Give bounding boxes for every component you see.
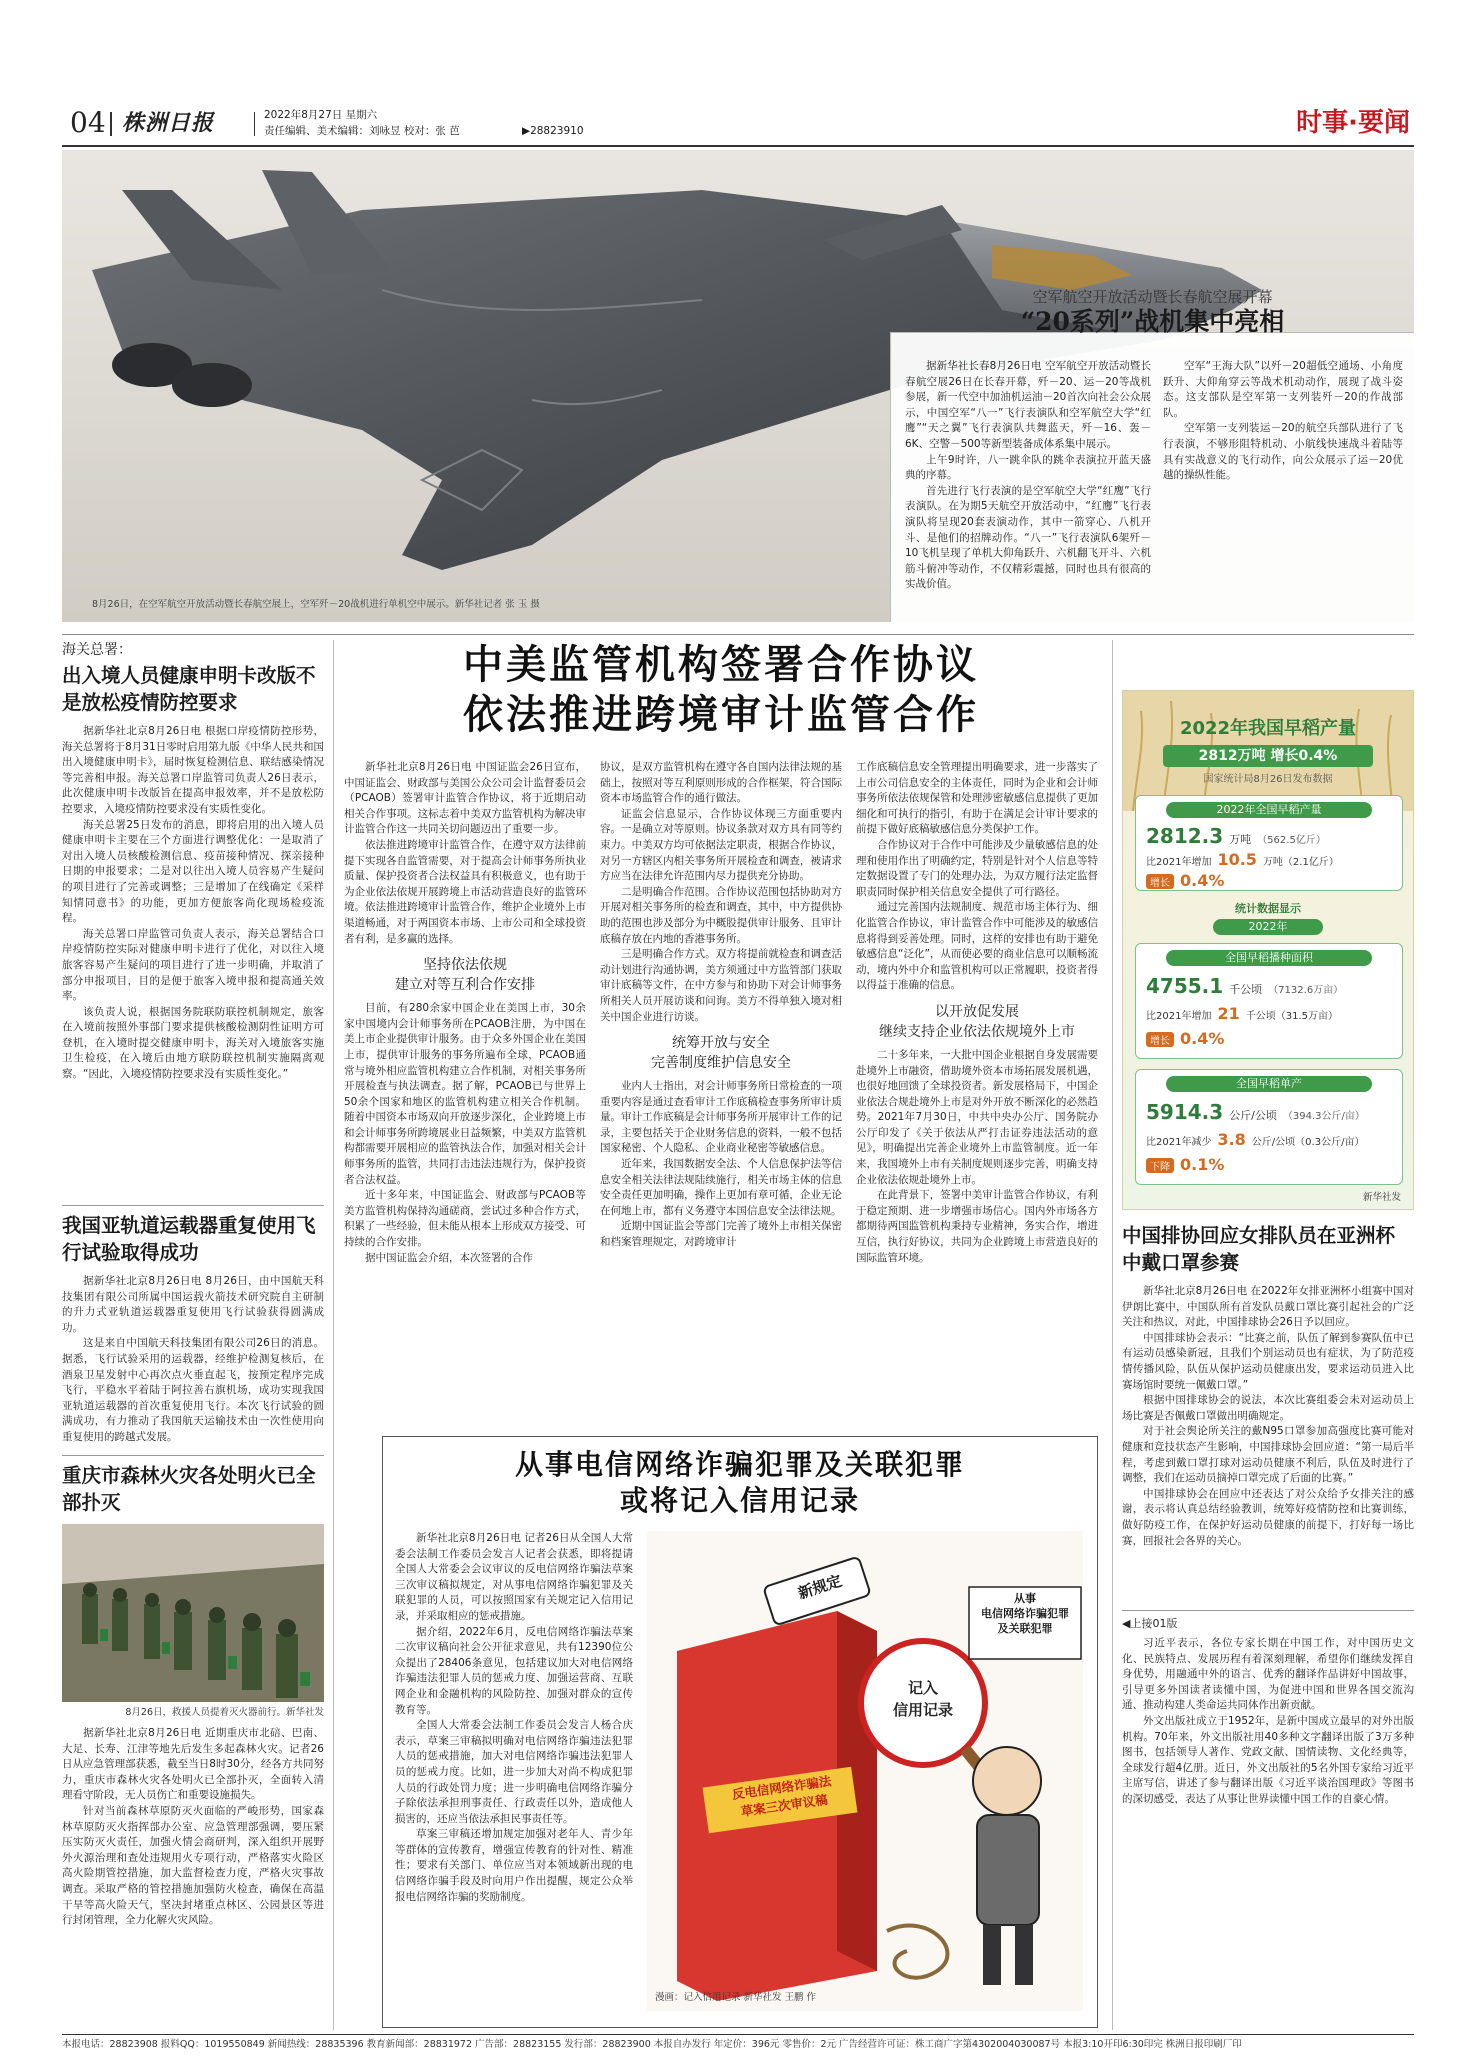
- audit-col-2: [600, 760, 842, 1420]
- illus-caption: 漫画：记入信用记录 新华社发 王鹏 作: [655, 1992, 817, 2003]
- audit-paragraph: 证监会信息显示，合作协议体现三方面重要内容。一是确立对等原则。协议条款对双方具有同等约束力。中美双方均可依据法定职责，根据合作协议，对另一方辖区内相关事务所开展检查和调查，被请求方应当在法律允许范围内尽力提供充分协助。: [600, 807, 842, 883]
- col-divider-left: [333, 640, 334, 2030]
- illus-stamp-text: 记入 信用记录: [892, 1679, 953, 1719]
- volley-paragraph: 中国排球协会在回应中还表达了对公众给予女排关注的感谢，表示将认真总结经验教训，统筹好疫情防控和比赛训练，做好防疫工作，在保护好运动员健康的前提下，打好每一场比赛，回报社会各界的关心。: [1122, 1487, 1414, 1547]
- grain-panel-title: 全国早稻播种面积: [1166, 950, 1372, 966]
- phone-number: ▶28823910: [522, 125, 584, 137]
- left-rule-2: [62, 1455, 324, 1456]
- jump-paragraph: 习近平表示，各位专家长期在中国工作，对中国历史文化、民族特点、发展历程有着深刻理解，希望你们继续发挥自身优势，用融通中外的语言、优秀的翻译作品讲好中国故事，引导更多外国读者读懂中国，为促进中国和世界各国交流沟通、推动构建人类命运共同体作出新贡献。: [1122, 1637, 1414, 1712]
- section-rule: [62, 634, 1414, 635]
- audit-paragraph: 二十多年来，一大批中国企业根据自身发展需要赴境外上市融资，借助境外资本市场拓展发展机遇，也很好地回馈了全球投资者。新发展格局下，中国企业依法合规赴境外上市是对外开放不断深化的必然趋势。2021年7月30日，中共中央办公厅、国务院办公厅印发了《关于依法从严打击证券违法活动的意见》，明确提出完善企业境外上市监管制度。近一年来，我国境外上市有关制度规则逐步完善，明确支持企业依法依规赴境外上市。: [856, 1048, 1098, 1186]
- masthead: [62, 106, 1414, 142]
- grain-panel-2: [1135, 943, 1403, 1059]
- section-sub: 要闻: [1357, 108, 1410, 138]
- rail-paragraph: 据新华社北京8月26日电 8月26日，由中国航天科技集团有限公司所属中国运载火箭技术研究院自主研制的升力式亚轨道运载器重复使用飞行试验获得圆满成功。: [62, 1275, 324, 1334]
- grain-divider-year: 2022年: [1213, 919, 1323, 935]
- grain-compare-value: 21: [1217, 1004, 1240, 1023]
- footer-info: 本报电话：28823908 报料QQ：1019550849 新闻热线：28835396 教育新闻部：28831972 广告部：28823155 发行部：28823900 本报自办发行 年定价：396元 零售价：2元 广告经营许可证：株工商广字第4302004030087号 本报3:10开印6:30印完 株洲日报印刷厂印: [62, 2039, 1242, 2050]
- audit-paragraph: 据中国证监会介绍，本次签署的合作: [365, 1251, 533, 1264]
- audit-col-1: [344, 760, 586, 1420]
- volley-paragraph: 对于社会舆论所关注的戴N95口罩参加高强度比赛可能对健康和竞技状态产生影响，中国排球协会回应道：“第一局后半程，考虑到戴口罩打球对运动员健康不利后，队伍及时进行了调整，我们在运动员摘掉口罩完成了后面的比赛。”: [1122, 1425, 1414, 1485]
- grain-source: 国家统计局8月26日发布数据: [1203, 774, 1333, 785]
- audit-paragraph: 通过完善国内法规制度、规范市场主体行为、细化监管合作协议，审计监管合作中可能涉及的敏感信息将得到妥善处理。同时，这样的安排也有助于避免敏感信息“泛化”，从而使必要的商业信息可以顺畅流动，境内外中介和监管机构可以正常履职，投资者得以得益于准确的信息。: [856, 901, 1098, 992]
- health-body: [62, 724, 324, 1194]
- audit-paragraph: 在此背景下，签署中美审计监管合作协议，有利于稳定预期、进一步增强市场信心。国内外市场各方都期待两国监管机构秉持专业精神，务实合作，增进互信，执行好协议，共同为企业跨境上市营造良好的国际监管环境。: [856, 1189, 1098, 1264]
- rail-body: [62, 1274, 324, 1448]
- grain-value: 5914.3: [1146, 1100, 1224, 1124]
- fire-photo-caption: 8月26日，救援人员提着灭火器前行。新华社发: [125, 1707, 324, 1718]
- masthead-divider: [110, 112, 112, 136]
- telecom-paragraph: 新华社北京8月26日电 记者26日从全国人大常委会法制工作委员会发言人记者会获悉，即将提请全国人大常委会会议审议的反电信网络诈骗法草案三次审议稿拟规定，对从事电信网络诈骗犯罪及关联犯罪的人员，可以按照国家有关规定记入信用记录，并采取相应的惩戒措施。: [395, 1532, 633, 1622]
- grain-growth-value: 0.4%: [1180, 1029, 1225, 1048]
- grain-growth-label: 下降: [1146, 1158, 1174, 1173]
- telecom-paragraph: 草案三审稿还增加规定加强对老年人、青少年等群体的宣传教育，增强宣传教育的针对性、精准性；要求有关部门、单位应当对本领域新出现的电信网络诈骗手段及时向用户作出提醒，规定公众举报电信网络诈骗的奖励制度。: [395, 1828, 633, 1903]
- grain-compare-value: 3.8: [1217, 1130, 1246, 1149]
- grain-panel-1: [1135, 795, 1403, 891]
- audit-paragraph: 近期中国证监会等部门完善了境外上市相关保密和档案管理规定，对跨境审计: [600, 1220, 842, 1249]
- jet-photo-caption: 8月26日，在空军航空开放活动暨长春航空展上，空军歼－20战机进行单机空中展示。新华社记者 张 玉 摄: [92, 599, 540, 610]
- jet-paragraph: 空军第一支列装运－20的航空兵部队进行了飞行表演，不够形阻特机动、小航线快速战斗着陆等具有实战意义的飞行动作，向公众展示了运－20优越的操纵性能。: [1163, 422, 1403, 482]
- audit-subhead: 统筹开放与安全: [672, 1035, 770, 1052]
- section-main: 时事: [1296, 108, 1349, 138]
- grain-alt: （7132.6万亩）: [1268, 985, 1344, 996]
- telecom-headline-1: 从事电信网络诈骗犯罪及关联犯罪: [514, 1448, 965, 1481]
- fire-photo: [62, 1524, 324, 1702]
- rail-story: [62, 1212, 324, 1450]
- grain-compare-prefix: 比2021年增加: [1146, 857, 1212, 868]
- masthead-rule: [62, 145, 1414, 147]
- grain-credit: 新华社发: [1362, 1192, 1401, 1203]
- fire-paragraph: 据新华社北京8月26日电 近期重庆市北碚、巴南、大足、长寿、江津等地先后发生多起森林火灾。记者26日从应急管理部获悉，截至当日8时30分，经各方共同努力，重庆市森林火灾各处明火已全部扑灭，全面转入清理看守阶段，无人员伤亡和重要设施损失。: [62, 1727, 324, 1802]
- audit-headline-1: 中美监管机构签署合作协议: [463, 641, 979, 688]
- volley-story: [1122, 1222, 1414, 1602]
- audit-paragraph: 依法推进跨境审计监管合作，在遵守双方法律前提下实现各自监管需要，对于提高会计师事务所执业质量、保护投资者合法权益具有积极意义，也有助于为企业依法依规开展跨境上市活动营造良好的监管环境。依法推进跨境审计监管合作，维护企业境外上市渠道畅通，对于两国资本市场、上市公司和全球投资者有利，是多赢的选择。: [344, 838, 586, 945]
- fire-story: [62, 1462, 324, 2026]
- telecom-headline-2: 或将记入信用记录: [619, 1484, 860, 1517]
- grain-alt: （394.3公斤/亩）: [1282, 1111, 1365, 1122]
- jet-paragraph: 首先进行飞行表演的是空军航空大学“红鹰”飞行表演队。在为期5天航空开放活动中，“红鹰”飞行表演队将呈现20套表演动作，其中一箭穿心、八机开斗、是他们的招牌动作。“八一”飞行表演队6架歼－10飞机呈现了单机大仰角跃升、六机翻飞开斗、六机筋斗俯冲等动作，不仅精彩震撼，同时也具有很高的实战价值。: [905, 484, 1151, 591]
- grain-value: 2812.3: [1146, 824, 1224, 848]
- fire-paragraph: 针对当前森林草原防灭火面临的严峻形势，国家森林草原防灭火指挥部办公室、应急管理部强调，要压紧压实防灭火责任，加强火情会商研判，深入组织开展野外火源治理和查处违规用火专项行动，严格落实火险区高火险期管控措施，加大监督检查力度，严格火灾事故调查。采取严格的管控措施加强防火检查，确保在高温干旱等高火险天气，坚决封堵重点林区、公园景区等进行封闭管理，全力化解火灾风险。: [62, 1804, 324, 1927]
- volley-paragraph: 中国排球协会表示：“比赛之前，队伍了解到参赛队伍中已有运动员感染新冠，且我们个别运动员也有症状，为了防范疫情传播风险，队伍从保护运动员健康出发，要求运动员进入比赛场馆时要统一佩戴口罩。”: [1122, 1331, 1414, 1391]
- jet-story-box: [890, 288, 1414, 622]
- section-dot: ·: [1348, 108, 1358, 138]
- volley-headline: 中国排协回应女排队员在亚洲杯中戴口罩参赛: [1122, 1224, 1396, 1274]
- jet-paragraph: 据新华社长春8月26日电 空军航空开放活动暨长春航空展26日在长春开幕，歼－20、运－20等战机参展，新一代空中加油机运油－20首次向社会公众展示，中国空军“八一”飞行表演队和空军航空大学“红鹰”“天之翼”飞行表演队共舞蓝天，歼－16、轰－6K、空警－500等新型装备成体系集中展示。: [905, 360, 1151, 450]
- grain-unit: 公斤/公顷: [1229, 1109, 1277, 1122]
- audit-paragraph: 业内人士指出，对会计师事务所日常检查的一项重要内容是通过查看审计工作底稿检查事务所审计质量。审计工作底稿是会计师事务所开展审计工作的记录，主要包括关于企业财务信息的资料，一般不包括国家秘密、个人隐私、企业商业秘密等敏感信息。: [600, 1080, 842, 1155]
- jet-paragraph: 上午9时许，八一跳伞队的跳伞表演拉开蓝天盛典的序幕。: [905, 453, 1151, 482]
- grain-alt: （562.5亿斤）: [1257, 835, 1326, 846]
- rail-paragraph: 这是来自中国航天科技集团有限公司26日的消息。据悉，飞行试验采用的运载器，经维护检测复核后，在酒泉卫星发射中心再次点火垂直起飞，按预定程序完成飞行，平稳水平着陆于阿拉善右旗机场，成功实现我国亚轨道运载器的首次重复使用飞行。本次飞行试验的圆满成功，有力推动了我国航天运输技术由一次性使用向重复使用的跨越式发展。: [62, 1337, 324, 1443]
- audit-paragraph: 协议，是双方监管机构在遵守各自国内法律法规的基础上，按照对等互利原则形成的合作框架，符合国际资本市场监管合作的通行做法。: [600, 761, 842, 805]
- audit-paragraph: 三是明确合作方式。双方将提前就检查和调查活动计划进行沟通协调，美方须通过中方监管部门获取审计底稿等文件，在中方参与和协助下对会计师事务所相关人员开展访谈和问询。美方不得单独入境对相关中国企业进行访谈。: [600, 948, 842, 1023]
- telecom-illustration: [647, 1531, 1083, 2011]
- jet-headline: “20系列”战机集中亮相: [1020, 307, 1285, 336]
- audit-subhead: 建立对等互利合作安排: [395, 977, 535, 994]
- telecom-paragraph: 全国人大常委会法制工作委员会发言人杨合庆表示，草案三审稿拟明确对电信网络诈骗违法犯罪人员的惩戒措施，加大对电信网络诈骗违法犯罪人员的惩戒力度。比如，进一步加大对尚不构成犯罪人员的行政处罚力度；进一步明确电信网络诈骗分子除依法承担刑事责任、行政责任以外，造成他人损害的，还应当依法承担民事责任等。: [395, 1719, 633, 1825]
- audit-subhead: 以开放促发展: [935, 1003, 1019, 1020]
- grain-banner: 2022年我国早稻产量: [1179, 718, 1357, 739]
- paper-logo: 株洲日报: [122, 110, 215, 136]
- grain-compare-prefix: 比2021年减少: [1146, 1137, 1212, 1148]
- fire-headline: 重庆市森林火灾各处明火已全部扑灭: [62, 1464, 316, 1514]
- grain-compare-prefix: 比2021年增加: [1146, 1011, 1212, 1022]
- grain-panel-3: [1135, 1069, 1403, 1185]
- health-kicker: 海关总署：: [62, 642, 132, 658]
- audit-paragraph: 二是明确合作范围。合作协议范围包括协助对方开展对相关事务所的检查和调查，其中，中方提供协助的范围也涉及部分为中概股提供审计服务、且审计底稿存放在内地的香港事务所。: [600, 885, 842, 945]
- col-divider-right: [1112, 640, 1113, 2030]
- grain-value: 4755.1: [1146, 974, 1224, 998]
- grain-compare-unit: 万吨（2.1亿斤）: [1262, 857, 1339, 868]
- telecom-story: [382, 1436, 1098, 2028]
- jet-kicker: 空军航空开放活动暨长春航空展开幕: [1032, 288, 1273, 306]
- audit-story: [344, 640, 1098, 1430]
- illus-sign-text: 从事 电信网络诈骗犯罪 及关联犯罪: [981, 1592, 1069, 1635]
- jump-story: [1122, 1616, 1414, 2026]
- page-number: 04: [70, 106, 106, 139]
- telecom-paragraph: 据介绍，2022年6月，反电信网络诈骗法草案二次审议稿向社会公开征求意见，共有12390位公众提出了28406条意见，包括建议加大对电信网络诈骗违法犯罪人员的惩戒力度、加强运营商、互联网企业和金融机构的风险防控、加强对群众的宣传教育等。: [395, 1625, 633, 1716]
- illus-tag-text: 新规定: [795, 1571, 845, 1603]
- audit-subhead: 坚持依法依规: [423, 957, 507, 974]
- health-headline: 出入境人员健康申明卡改版不是放松疫情防控要求: [62, 664, 316, 714]
- jet-paragraph: 空军“王海大队”以歼－20超低空通场、小角度跃升、大仰角穿云等战术机动动作，展现了战斗姿态。这支部队是空军第一支列装歼－20的作战部队。: [1163, 360, 1403, 419]
- health-paragraph: 该负责人说，根据国务院联防联控机制规定，旅客在入境前按照外事部门要求提供核酸检测阴性证明方可登机，在入境时提交健康申明卡，海关对入境旅客实施卫生检疫，在入境后由地方联防联控机制实施隔离观察。“因此，入境疫情防控要求没有实质性变化。”: [62, 1005, 324, 1081]
- grain-compare-unit: 千公顷（31.5万亩）: [1245, 1011, 1338, 1022]
- audit-headline-2: 依法推进跨境审计监管合作: [463, 691, 979, 738]
- grain-divider-label: 统计数据显示: [1235, 902, 1301, 915]
- illus-book-title: 反电信网络诈骗法 草案三次审议稿: [731, 1773, 833, 1819]
- grain-unit: 千公顷: [1229, 983, 1263, 996]
- rail-headline: 我国亚轨道运载器重复使用飞行试验取得成功: [62, 1214, 316, 1264]
- audit-subhead: 继续支持企业依法依规境外上市: [879, 1023, 1075, 1040]
- grain-panel-title: 2022年全国早稻产量: [1166, 802, 1372, 818]
- footer-rule: [62, 2034, 1414, 2035]
- volley-paragraph: 新华社北京8月26日电 在2022年女排亚洲杯小组赛中国对伊朗比赛中，中国队所有首发队员戴口罩比赛引起社会的广泛关注和热议，对此，中国排球协会26日予以回应。: [1122, 1285, 1414, 1329]
- grain-unit: 万吨: [1229, 833, 1252, 846]
- grain-growth-label: 增长: [1146, 1032, 1174, 1047]
- grain-infographic: [1122, 690, 1414, 1210]
- audit-paragraph: 合作协议对于合作中可能涉及少量敏感信息的处理和使用作出了明确约定，特别是针对个人信息等特定数据设置了专门的处理办法，为双方履行法定监督职责同时保护相关信息安全提供了可行路径。: [856, 838, 1098, 898]
- jump-header: ◀上接01版: [1122, 1617, 1178, 1630]
- health-paragraph: 海关总署口岸监管司负责人表示，海关总署结合口岸疫情防控实际对健康申明卡进行了优化，对以往入境旅客容易产生疑问的项目进行了进一步明确，并取消了部分申报项目，目的是便于旅客入境申报和提高通关效率。: [62, 927, 324, 1003]
- jump-body: [1122, 1636, 1414, 2020]
- audit-col-3: [856, 760, 1098, 1420]
- grain-compare-unit: 公斤/公顷（0.3公斤/亩）: [1251, 1137, 1365, 1148]
- editor-credits: 责任编辑、美术编辑：刘咏昱 校对：张 芭: [264, 125, 460, 137]
- audit-paragraph: 近十多年来，中国证监会、财政部与PCAOB等美方监管机构保持沟通磋商，尝试过多种合作方式，积累了一些经验，但未能从根本上形成双方接受、可持续的合作安排。: [344, 1189, 586, 1249]
- firefighters-image: [62, 1524, 324, 1702]
- fire-body: [62, 1726, 324, 2042]
- jet-story-col2: [1163, 359, 1403, 615]
- grain-growth-value: 0.4%: [1180, 871, 1225, 890]
- grain-compare-value: 10.5: [1217, 850, 1257, 869]
- left-rule-1: [62, 1205, 324, 1206]
- audit-paragraph: 近年来，我国数据安全法、个人信息保护法等信息安全相关法律法规陆续施行，相关市场主体的信息安全责任更加明确，操作上更加有章可循，企业无论在何地上市，都有义务遵守本国信息安全法律法规。: [600, 1158, 842, 1217]
- audit-subhead: 完善制度维护信息安全: [651, 1055, 791, 1072]
- telecom-body: [395, 1531, 633, 2011]
- grain-banner-sub: 2812万吨 增长0.4%: [1163, 745, 1373, 767]
- grain-panel-title: 全国早稻单产: [1166, 1076, 1372, 1092]
- health-paragraph: 据新华社北京8月26日电 根据口岸疫情防控形势，海关总署将于8月31日零时启用第九版《中华人民共和国出入境健康申明卡》，届时恢复检测信息、联结感染情况等完善相申报。海关总署口岸监管司负责人26日表示，此次健康申明卡改版旨在提高申报效率，并不是放松防控要求，入境疫情防控要求没有实质性变化。: [62, 725, 324, 815]
- grain-growth-label: 增长: [1146, 874, 1174, 889]
- health-paragraph: 海关总署25日发布的消息，即将启用的出入境人员健康申明卡主要在三个方面进行调整优化：一是取消了对出入境人员核酸检测信息、疫苗接种情况、探亲接种日期的申报要求；二是对以往出入境人员容易产生疑问的项目进行了完善或调整；三是增加了在线确定《采样知情同意书》的功能，更加方便旅客尚化现场检疫流程。: [62, 818, 324, 925]
- audit-paragraph: 目前，有280余家中国企业在美国上市，30余家中国境内会计师事务所在PCAOB注册，为中国在美上市企业提供审计服务。由于众多外国企业在美国上市，提供审计服务的事务所遍布全球，PCAOB通常与境外相应监管机构建立合作机制，对相关事务所开展检查与执法调查。据了解，PCAOB已与世界上50余个国家和地区的监管机构建立相关合作机制。随着中国资本市场双向开放逐步深化，企业跨境上市和会计师事务所跨境展业日益频繁，中美双方监管机构都需要开展相应的监管执法合作，加强对相关会计师事务所的监管，共同打击违法违规行为，保护投资者合法权益。: [344, 1002, 586, 1186]
- audit-paragraph: 工作底稿信息安全管理提出明确要求，进一步落实了上市公司信息安全的主体责任，同时为企业和会计师事务所依法依规保管和处理涉密敏感信息提供了更加细化和可执行的指引，有助于在满足会计审计要求的前提下做好底稿敏感信息分类保护工作。: [856, 761, 1098, 836]
- issue-date: 2022年8月27日 星期六: [264, 109, 378, 121]
- health-story: [62, 640, 324, 1200]
- jump-paragraph: 外文出版社成立于1952年，是新中国成立最早的对外出版机构。70年来，外文出版社用40多种文字翻译出版了3万多种图书，包括领导人著作、党政文献、国情读物、文化经典等，全球发行超4亿册。近日，外文出版社的5名外国专家给习近平主席写信，讲述了参与翻译出版《习近平谈治国理政》等图书的深切感受，表达了从事让世界读懂中国工作的自豪心情。: [1122, 1714, 1414, 1805]
- jet-story-col1: [905, 359, 1151, 615]
- masthead-divider-2: [254, 112, 255, 136]
- section-title: [1296, 106, 1410, 140]
- volley-body: [1122, 1284, 1414, 1598]
- grain-growth-value: 0.1%: [1180, 1155, 1225, 1174]
- right-rule: [1122, 1610, 1414, 1611]
- audit-paragraph: 新华社北京8月26日电 中国证监会26日宣布，中国证监会、财政部与美国公众公司会计监督委员会（PCAOB）签署审计监管合作协议，将于近期启动相关合作事项。这标志着中美双方监管机构为解决审计监管合作这一共同关切问题迈出了重要一步。: [344, 761, 586, 836]
- volley-paragraph: 根据中国排球协会的说法，本次比赛组委会未对运动员上场比赛是否佩戴口罩做出明确规定。: [1122, 1394, 1414, 1422]
